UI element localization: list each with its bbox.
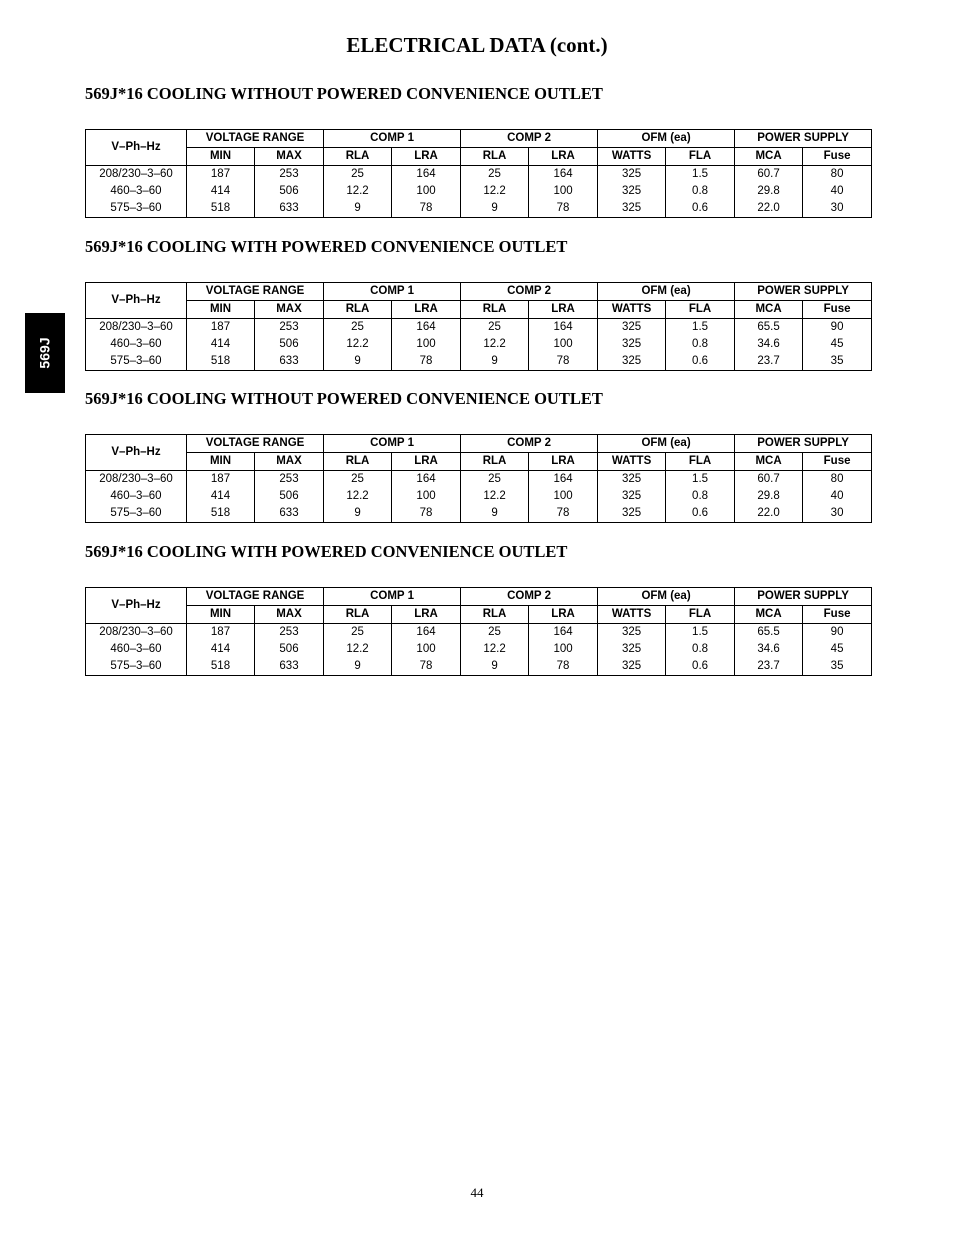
table-cell: 78 <box>529 505 598 523</box>
section-heading: 569J*16 COOLING WITHOUT POWERED CONVENIENCE OUTLET <box>85 389 603 408</box>
table-cell: 0.8 <box>666 336 735 353</box>
table-cell: 29.8 <box>735 488 803 505</box>
header-sub: LRA <box>529 606 598 624</box>
table-cell: 100 <box>392 488 461 505</box>
table-cell: 100 <box>529 336 598 353</box>
table-cell: 414 <box>187 183 255 200</box>
table-cell: 30 <box>803 505 872 523</box>
header-row-groups <box>86 130 872 148</box>
table-cell: 25 <box>461 319 529 337</box>
table-cell: 9 <box>324 200 392 218</box>
table-cell: 1.5 <box>666 624 735 642</box>
header-sub: LRA <box>529 453 598 471</box>
table-cell: 187 <box>187 319 255 337</box>
table-cell: 0.6 <box>666 658 735 676</box>
header-sub: LRA <box>392 301 461 319</box>
table-row <box>86 488 872 505</box>
header-sub: FLA <box>666 301 735 319</box>
header-sub: WATTS <box>598 606 666 624</box>
table-cell: 518 <box>187 505 255 523</box>
header-sub: MIN <box>187 148 255 166</box>
header-sub: MAX <box>255 301 324 319</box>
header-sub: LRA <box>529 148 598 166</box>
section-heading: 569J*16 COOLING WITH POWERED CONVENIENCE OUTLET <box>85 237 568 256</box>
page-number: 44 <box>470 1185 484 1200</box>
table-cell: 65.5 <box>735 624 803 642</box>
header-sub: Fuse <box>803 301 872 319</box>
table-cell: 0.6 <box>666 505 735 523</box>
table-cell: 78 <box>392 658 461 676</box>
table-cell: 325 <box>598 319 666 337</box>
header-sub: Fuse <box>803 148 872 166</box>
table-cell: 325 <box>598 641 666 658</box>
table-cell: 633 <box>255 200 324 218</box>
table-cell: 45 <box>803 641 872 658</box>
header-sub: MIN <box>187 606 255 624</box>
header-row-subs <box>86 606 872 624</box>
table-cell: 80 <box>803 166 872 184</box>
table-cell: 25 <box>324 319 392 337</box>
header-group: OFM (ea) <box>598 130 735 148</box>
table-cell: 34.6 <box>735 641 803 658</box>
table-cell: 164 <box>529 471 598 489</box>
table-cell: 164 <box>392 471 461 489</box>
header-vphz: V–Ph–Hz <box>86 435 187 471</box>
table-cell: 78 <box>392 353 461 371</box>
header-group: COMP 1 <box>324 283 461 301</box>
electrical-data-table <box>85 434 872 523</box>
header-sub: MCA <box>735 606 803 624</box>
page-title: ELECTRICAL DATA (cont.) <box>346 33 608 57</box>
table-cell: 80 <box>803 471 872 489</box>
header-row-groups <box>86 283 872 301</box>
table-cell: 253 <box>255 471 324 489</box>
header-sub: LRA <box>392 606 461 624</box>
table-cell: 25 <box>461 624 529 642</box>
table-cell: 29.8 <box>735 183 803 200</box>
table-cell: 78 <box>529 200 598 218</box>
table-cell: 460–3–60 <box>86 336 187 353</box>
table-cell: 325 <box>598 471 666 489</box>
header-sub: MAX <box>255 453 324 471</box>
table-cell: 40 <box>803 488 872 505</box>
table-cell: 60.7 <box>735 166 803 184</box>
header-sub: RLA <box>461 148 529 166</box>
table-row <box>86 166 872 184</box>
table-row <box>86 336 872 353</box>
header-group: POWER SUPPLY <box>735 283 872 301</box>
table-row <box>86 319 872 337</box>
header-row-subs <box>86 148 872 166</box>
table-cell: 23.7 <box>735 353 803 371</box>
header-sub: LRA <box>392 148 461 166</box>
header-group: COMP 2 <box>461 283 598 301</box>
table-cell: 60.7 <box>735 471 803 489</box>
header-group: COMP 2 <box>461 130 598 148</box>
header-sub: RLA <box>324 301 392 319</box>
header-row-groups <box>86 588 872 606</box>
table-cell: 633 <box>255 505 324 523</box>
side-tab <box>25 313 65 393</box>
table-cell: 25 <box>324 166 392 184</box>
header-group: VOLTAGE RANGE <box>187 435 324 453</box>
electrical-data-table <box>85 282 872 371</box>
header-group: VOLTAGE RANGE <box>187 283 324 301</box>
table-cell: 164 <box>392 624 461 642</box>
table-cell: 65.5 <box>735 319 803 337</box>
table-cell: 414 <box>187 488 255 505</box>
header-group: VOLTAGE RANGE <box>187 130 324 148</box>
table-row <box>86 658 872 676</box>
table-cell: 22.0 <box>735 200 803 218</box>
table-cell: 100 <box>529 183 598 200</box>
table-cell: 633 <box>255 353 324 371</box>
header-row-groups <box>86 435 872 453</box>
table-cell: 575–3–60 <box>86 353 187 371</box>
table-cell: 12.2 <box>324 336 392 353</box>
section-heading: 569J*16 COOLING WITH POWERED CONVENIENCE OUTLET <box>85 542 568 561</box>
table-cell: 12.2 <box>461 641 529 658</box>
table-cell: 325 <box>598 488 666 505</box>
table-cell: 506 <box>255 641 324 658</box>
table-cell: 1.5 <box>666 166 735 184</box>
table-cell: 187 <box>187 624 255 642</box>
table-cell: 40 <box>803 183 872 200</box>
table-cell: 208/230–3–60 <box>86 166 187 184</box>
header-sub: WATTS <box>598 453 666 471</box>
header-sub: RLA <box>461 301 529 319</box>
header-sub: RLA <box>324 453 392 471</box>
table-cell: 208/230–3–60 <box>86 624 187 642</box>
header-group: VOLTAGE RANGE <box>187 588 324 606</box>
table-cell: 414 <box>187 641 255 658</box>
table-cell: 0.8 <box>666 641 735 658</box>
table-cell: 325 <box>598 353 666 371</box>
header-sub: RLA <box>324 148 392 166</box>
table-cell: 518 <box>187 658 255 676</box>
header-sub: RLA <box>461 453 529 471</box>
table-cell: 78 <box>529 353 598 371</box>
header-group: COMP 1 <box>324 435 461 453</box>
table-cell: 25 <box>324 471 392 489</box>
table-cell: 100 <box>529 641 598 658</box>
table-cell: 325 <box>598 166 666 184</box>
header-vphz: V–Ph–Hz <box>86 130 187 166</box>
table-cell: 12.2 <box>461 488 529 505</box>
table-cell: 100 <box>392 183 461 200</box>
table-cell: 25 <box>461 166 529 184</box>
header-group: OFM (ea) <box>598 283 735 301</box>
header-group: POWER SUPPLY <box>735 435 872 453</box>
table-row <box>86 641 872 658</box>
table-cell: 25 <box>324 624 392 642</box>
table-cell: 325 <box>598 183 666 200</box>
electrical-data-table <box>85 587 872 676</box>
header-group: COMP 2 <box>461 435 598 453</box>
header-sub: Fuse <box>803 606 872 624</box>
table-cell: 90 <box>803 319 872 337</box>
header-sub: LRA <box>392 453 461 471</box>
table-cell: 414 <box>187 336 255 353</box>
table-cell: 9 <box>461 200 529 218</box>
header-sub: FLA <box>666 148 735 166</box>
table-cell: 45 <box>803 336 872 353</box>
table-cell: 9 <box>324 658 392 676</box>
table-cell: 518 <box>187 200 255 218</box>
table-cell: 506 <box>255 183 324 200</box>
table-cell: 460–3–60 <box>86 641 187 658</box>
header-sub: MAX <box>255 606 324 624</box>
table-cell: 253 <box>255 319 324 337</box>
table-cell: 460–3–60 <box>86 488 187 505</box>
table-cell: 208/230–3–60 <box>86 471 187 489</box>
table-cell: 0.6 <box>666 353 735 371</box>
table-cell: 12.2 <box>324 641 392 658</box>
header-group: POWER SUPPLY <box>735 588 872 606</box>
table-cell: 9 <box>461 505 529 523</box>
table-cell: 100 <box>529 488 598 505</box>
table-cell: 208/230–3–60 <box>86 319 187 337</box>
table-cell: 9 <box>324 505 392 523</box>
table-cell: 1.5 <box>666 319 735 337</box>
header-sub: WATTS <box>598 301 666 319</box>
header-sub: MIN <box>187 453 255 471</box>
table-cell: 0.8 <box>666 488 735 505</box>
header-group: POWER SUPPLY <box>735 130 872 148</box>
table-cell: 518 <box>187 353 255 371</box>
table-cell: 325 <box>598 658 666 676</box>
table-cell: 187 <box>187 471 255 489</box>
header-row-subs <box>86 301 872 319</box>
table-cell: 1.5 <box>666 471 735 489</box>
header-sub: FLA <box>666 453 735 471</box>
header-sub: Fuse <box>803 453 872 471</box>
table-cell: 575–3–60 <box>86 658 187 676</box>
table-cell: 253 <box>255 624 324 642</box>
table-cell: 34.6 <box>735 336 803 353</box>
table-cell: 12.2 <box>461 336 529 353</box>
table-cell: 0.8 <box>666 183 735 200</box>
table-cell: 164 <box>392 166 461 184</box>
table-cell: 164 <box>392 319 461 337</box>
table-cell: 30 <box>803 200 872 218</box>
side-tab-label: 569J <box>37 337 53 369</box>
table-row <box>86 624 872 642</box>
table-cell: 23.7 <box>735 658 803 676</box>
table-cell: 9 <box>461 353 529 371</box>
section-heading: 569J*16 COOLING WITHOUT POWERED CONVENIENCE OUTLET <box>85 84 603 103</box>
header-sub: WATTS <box>598 148 666 166</box>
header-sub: MCA <box>735 301 803 319</box>
table-cell: 12.2 <box>324 488 392 505</box>
table-cell: 460–3–60 <box>86 183 187 200</box>
table-cell: 506 <box>255 488 324 505</box>
table-cell: 100 <box>392 336 461 353</box>
header-sub: MCA <box>735 148 803 166</box>
header-sub: RLA <box>324 606 392 624</box>
table-cell: 78 <box>392 200 461 218</box>
table-cell: 25 <box>461 471 529 489</box>
table-cell: 253 <box>255 166 324 184</box>
electrical-data-table <box>85 129 872 218</box>
table-cell: 100 <box>392 641 461 658</box>
table-cell: 0.6 <box>666 200 735 218</box>
header-sub: RLA <box>461 606 529 624</box>
table-cell: 9 <box>324 353 392 371</box>
table-cell: 9 <box>461 658 529 676</box>
header-group: OFM (ea) <box>598 588 735 606</box>
table-cell: 506 <box>255 336 324 353</box>
table-cell: 633 <box>255 658 324 676</box>
header-group: COMP 1 <box>324 588 461 606</box>
table-row <box>86 353 872 371</box>
table-cell: 575–3–60 <box>86 505 187 523</box>
table-cell: 187 <box>187 166 255 184</box>
table-cell: 325 <box>598 200 666 218</box>
table-cell: 78 <box>392 505 461 523</box>
table-cell: 575–3–60 <box>86 200 187 218</box>
table-cell: 22.0 <box>735 505 803 523</box>
table-cell: 78 <box>529 658 598 676</box>
header-group: OFM (ea) <box>598 435 735 453</box>
header-sub: MAX <box>255 148 324 166</box>
header-vphz: V–Ph–Hz <box>86 283 187 319</box>
table-cell: 12.2 <box>461 183 529 200</box>
header-group: COMP 2 <box>461 588 598 606</box>
header-sub: FLA <box>666 606 735 624</box>
header-vphz: V–Ph–Hz <box>86 588 187 624</box>
header-sub: LRA <box>529 301 598 319</box>
table-cell: 12.2 <box>324 183 392 200</box>
table-row <box>86 505 872 523</box>
table-cell: 325 <box>598 624 666 642</box>
table-cell: 35 <box>803 658 872 676</box>
header-sub: MIN <box>187 301 255 319</box>
table-row <box>86 183 872 200</box>
header-sub: MCA <box>735 453 803 471</box>
table-cell: 164 <box>529 166 598 184</box>
header-group: COMP 1 <box>324 130 461 148</box>
table-cell: 325 <box>598 505 666 523</box>
table-cell: 325 <box>598 336 666 353</box>
table-cell: 164 <box>529 319 598 337</box>
table-cell: 90 <box>803 624 872 642</box>
table-cell: 35 <box>803 353 872 371</box>
header-row-subs <box>86 453 872 471</box>
table-row <box>86 471 872 489</box>
table-row <box>86 200 872 218</box>
table-cell: 164 <box>529 624 598 642</box>
